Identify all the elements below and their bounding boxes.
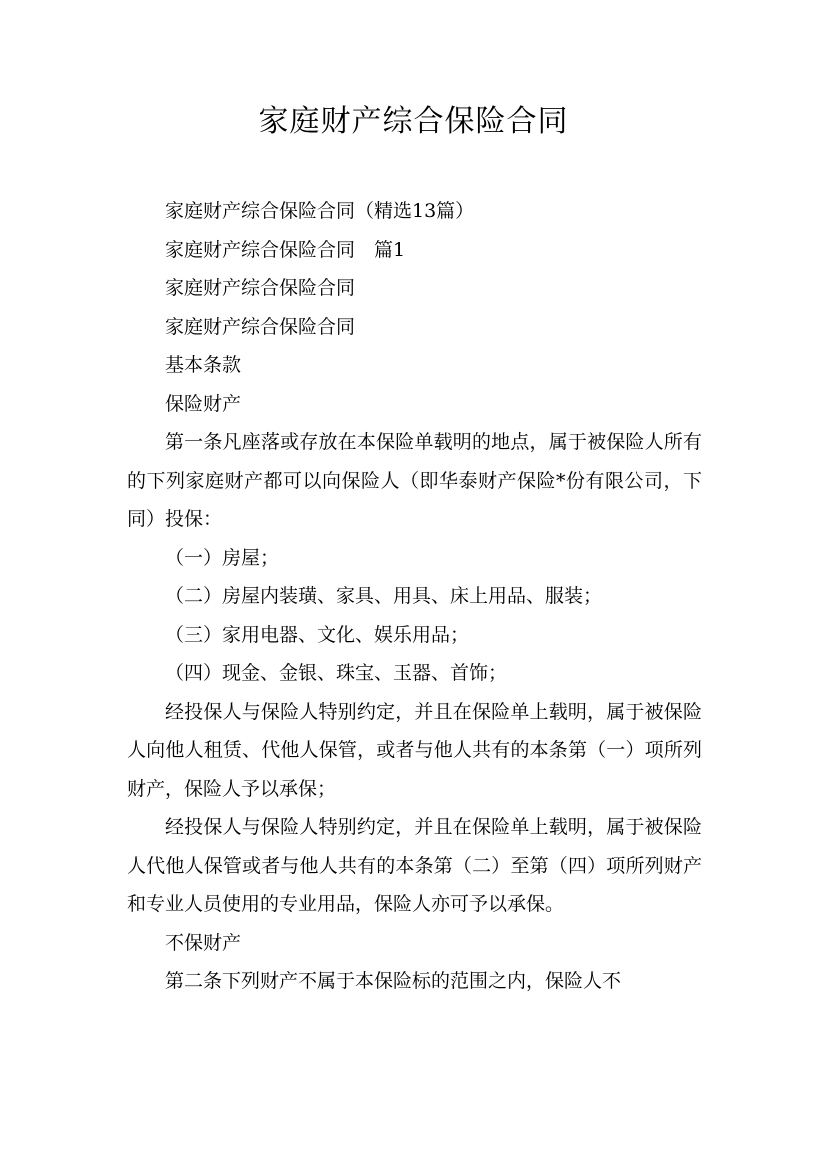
- section-heading: 不保财产: [165, 931, 242, 954]
- section-heading: 基本条款: [165, 354, 242, 376]
- paragraph: 家庭财产综合保险合同: [165, 315, 356, 338]
- section-heading: 保险财产: [165, 392, 242, 415]
- paragraph: 第一条凡座落或存放在本保险单载明的地点，属于被保险人所有的下列家庭财产都可以向保险人（即华泰财产保险*份有限公司，下同）投保：: [127, 431, 702, 530]
- paragraph: 经投保人与保险人特别约定，并且在保险单上载明，属于被保险人向他人租赁、代他人保管，或者与他人共有的本条第（一）项所列财产，保险人予以承保；: [127, 700, 702, 800]
- list-item: （三）家用电器、文化、娱乐用品；: [165, 623, 470, 646]
- paragraph: 家庭财产综合保险合同（精选13篇）: [165, 200, 475, 222]
- paragraph: 第二条下列财产不属于本保险标的范围之内，保险人不: [165, 970, 622, 992]
- list-item: （四）现金、金银、珠宝、玉器、首饰；: [165, 662, 508, 684]
- document-title: 家庭财产综合保险合同: [258, 104, 569, 139]
- paragraph: 家庭财产综合保险合同: [165, 277, 356, 299]
- paragraph: 家庭财产综合保险合同 篇1: [165, 238, 406, 261]
- list-item: （一）房屋；: [165, 546, 280, 569]
- document-body: [127, 192, 702, 1001]
- list-item: （二）房屋内装璜、家具、用具、床上用品、服装；: [165, 585, 603, 607]
- paragraph: 经投保人与保险人特别约定，并且在保险单上载明，属于被保险人代他人保管或者与他人共有的本条第（二）至第（四）项所列财产和专业人员使用的专业用品，保险人亦可予以承保。: [127, 816, 702, 915]
